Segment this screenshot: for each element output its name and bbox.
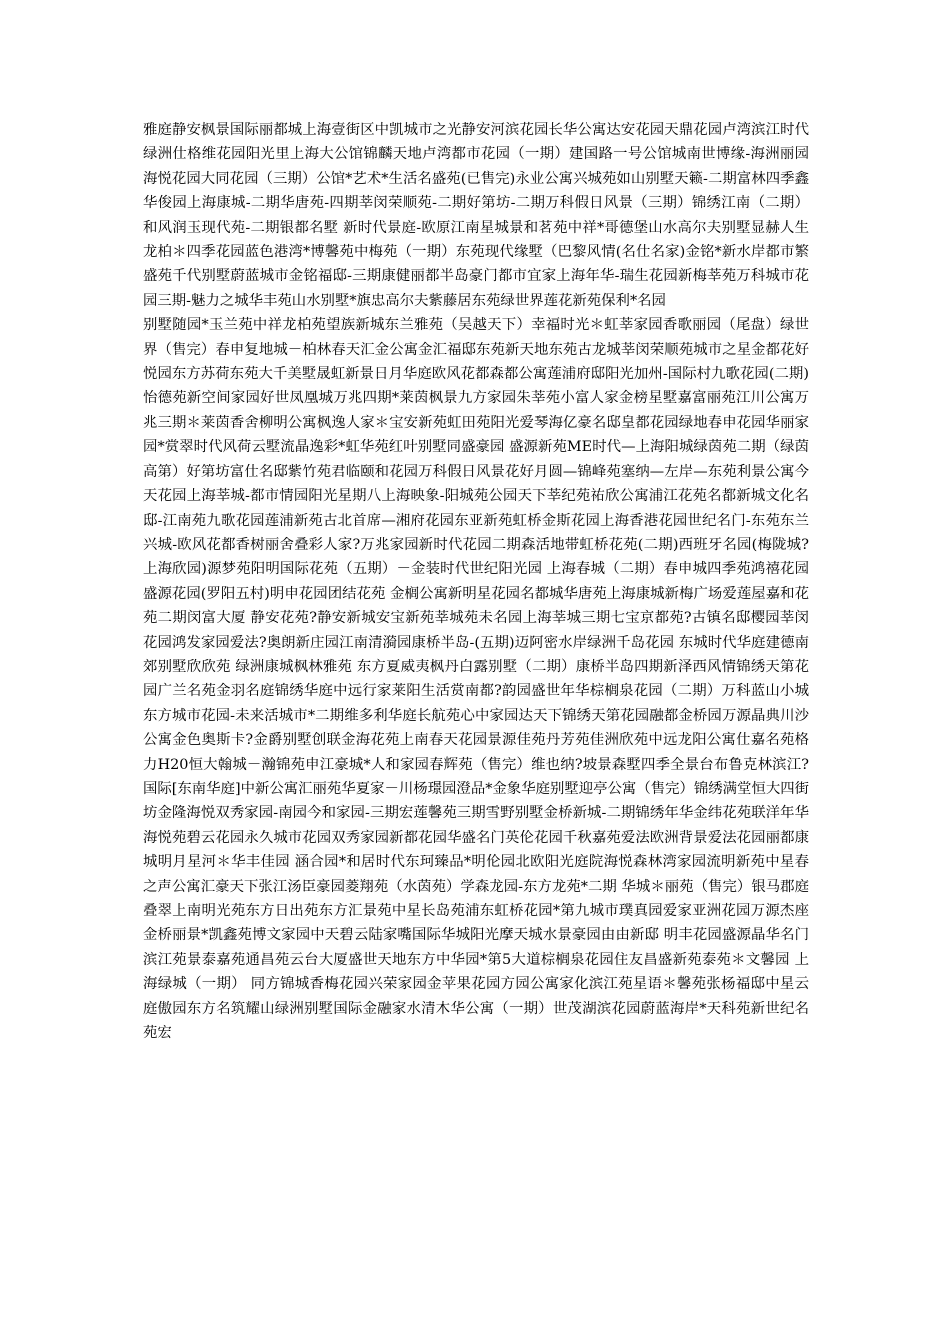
paragraph-2: 别墅随园*玉兰苑中祥龙柏苑望族新城东兰雅苑（吴越天下）幸福时光＊虹莘家园香歌丽园（尾盘）绿世界（售完）春申复地城－柏林春天汇金公寓金汇福邸东苑新天地东苑古龙城莘闵荣顺苑城市之星金都花好悦园东方苏荷东苑大千美墅晟虹新景日月华庭欧风花都森都公寓莲浦府邸阳光加州-国际村九歌花园(二期)怡德苑新空间家园好世凤凰城万兆四期*莱茵枫景九方家园朱莘苑小富人家金榜星墅嘉富丽苑江川公寓万兆三期＊莱茵香舍柳明公寓枫逸人家＊宝安新苑虹田苑阳光爱琴海亿豪名邸皇都花园绿地春申花园华丽家园*赏翠时代风荷云墅流晶逸彩*虹华苑红叶别墅同盛豪园 盛源新苑ME时代—上海阳城绿茵苑二期（绿茵高第）好第坊富仕名邸紫竹苑君临颐和花园万科假日风景花好月圆—锦峰苑塞纳—左岸—东苑利景公寓今天花园上海莘城-都市情园阳光星期八上海映象-阳城苑公园天下莘纪苑祐欣公寓浦江花苑名都新城文化名邸-江南苑九歌花园莲浦新苑古北首席—湘府花园东亚新苑虹桥金斯花园上海香港花园世纪名门-东苑东兰兴城-欧风花都香树丽舍叠彩人家?万兆家园新时代花园二期森活地带虹桥花苑(二期)西班牙名园(梅陇城?上海欣园)源梦苑阳明国际花苑（五期）－金装时代世纪阳光园 上海春城（二期）春申城四季苑鸿禧花园盛源花园(罗阳五村)明申花园团结花苑 金榈公寓新明星花园名都城华唐苑上海康城新梅广场爱莲屋嘉和花苑二期闵富大厦 静安花苑?静安新城安宝新苑莘城苑未名园上海莘城三期七宝京都苑?古镇名邸樱园莘闵花园鸿发家园爱法?奥朗新庄园江南清漪园康桥半岛-(五期)迈阿密水岸绿洲千岛花园 东城时代华庭建德南郊别墅欣欣苑 绿洲康城枫林雅苑 东方夏威夷枫丹白露别墅（二期）康桥半岛四期新泽西风情锦绣天第花园广兰名苑金羽名庭锦绣华庭中远行家莱阳生活赏南都?韵园盛世年华棕榈泉花园（二期）万科蓝山小城东方城市花园-未来活城市*二期维多利华庭长航苑心中家园达天下锦绣天第花园融都金桥园万源晶典川沙公寓金色奥斯卡?金爵别墅创联金海花苑上南春天花园景源佳苑丹芳苑佳洲欣苑中远龙阳公寓仕嘉名苑格力H20恒大翰城－瀚锦苑申江豪城*人和家园春辉苑（售完）维也纳?坡景森墅四季全景台布鲁克林滨江?国际[东南华庭]中新公寓汇丽苑华夏家－川杨璟园澄品*金象华庭别墅迎亭公寓（售完）锦绣满堂恒大四街坊金隆海悦双秀家园-南园今和家园-三期宏莲馨苑三期雪野别墅金桥新城-二期锦绣年华金纬花苑联洋年华海悦苑碧云花园永久城市花园双秀家园新都花园华盛名门英伦花园千秋嘉苑爱法欧洲背景爱法花园丽都康城明月星河＊华丰佳园 涵合园*和居时代东珂臻品*明伦园北欧阳光庭院海悦森林湾家园流明新苑中星春之声公寓汇豪天下张江汤臣豪园菱翔苑（水茵苑）学森龙园-东方龙苑*二期 华城＊丽苑（售完）银马郡庭叠翠上南明光苑东方日出苑东方汇景苑中星长岛苑浦东虹桥花园*第九城市璞真园爱家亚洲花园万源杰座金桥丽景*凯鑫苑博文家园中天碧云陆家嘴国际华城阳光摩天城水景豪园由由新邸 明丰花园盛源晶华名门滨江苑景泰嘉苑通昌苑云台大厦盛世天地东方中华园*第5大道棕榈泉花园住友昌盛新苑泰苑＊文馨园 上海绿城（一期） 同方锦城香梅花园兴荣家园金苹果花园方园公寓家化滨江苑星语＊馨苑张杨福邸中星云庭傲园东方名筑耀山绿洲别墅国际金融家水清木华公寓（一期）世茂湖滨花园蔚蓝海岸*天科苑新世纪名苑宏 <box>143 317 810 1042</box>
paragraph-1: 雅庭静安枫景国际丽都城上海壹街区中凯城市之光静安河滨花园长华公寓达安花园天鼎花园卢湾滨江时代绿洲仕格维花园阳光里上海大公馆锦麟天地卢湾都市花园（一期）建国路一号公馆城南世博缘-海洲丽园海悦花园大同花园（三期）公馆*艺术*生活名盛苑(已售完)永业公寓兴城苑如山别墅天籁-二期富林四季鑫华俊园上海康城-二期华唐苑-四期莘闵荣顺苑-二期好第坊-二期万科假日风景（三期）锦绣江南（二期）和风润玉现代苑-二期银都名墅 新时代景庭-欧原江南星城景和茗苑中祥*哥德堡山水高尔夫别墅显赫人生龙柏＊四季花园蓝色港湾*博馨苑中梅苑（一期）东苑现代缘墅（巴黎风情(名仕名家)金铭*新水岸都市繁盛苑千代别墅蔚蓝城市金铭福邸-三期康健丽都半岛豪门都市宜家上海年华-瑞生花园新梅莘苑万科城市花园三期-魅力之城华丰苑山水别墅*旗忠高尔夫紫藤居东苑绿世界莲花新苑保利*名园 <box>143 122 809 309</box>
document-page <box>143 118 809 1045</box>
